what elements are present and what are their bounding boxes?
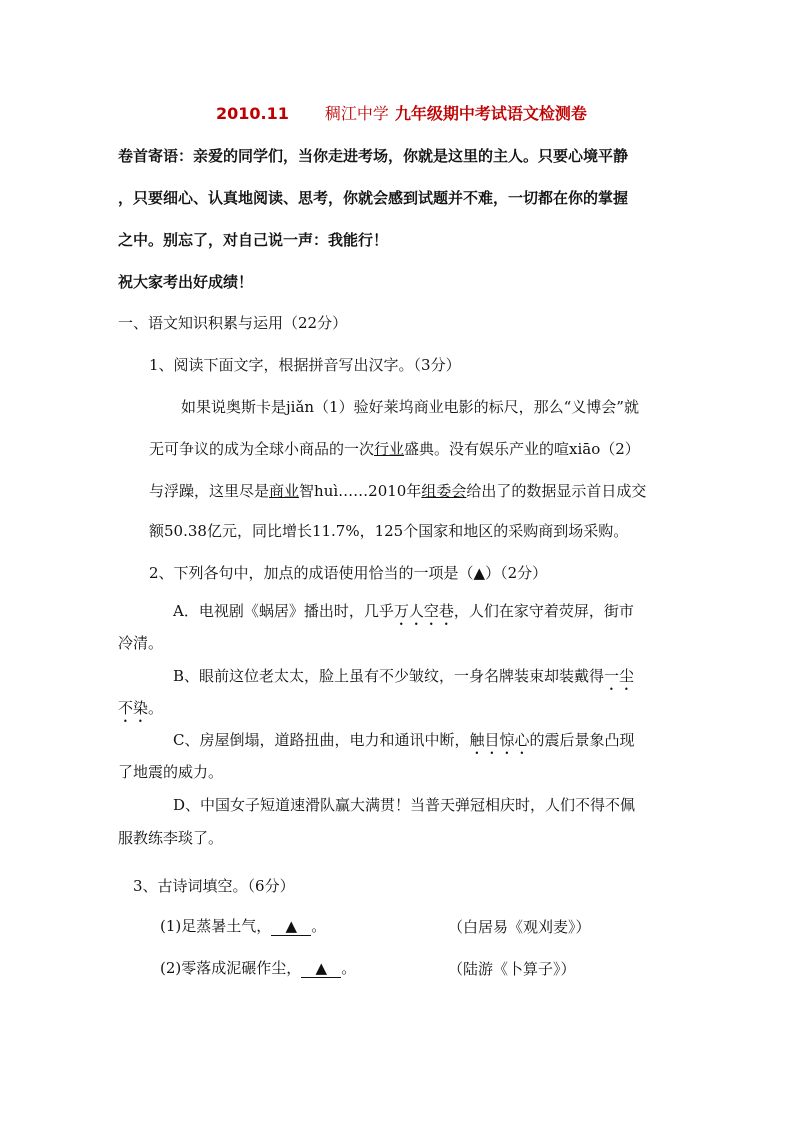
title-date: 2010.11 [216,104,289,123]
q1-text: 如果说奥斯卡是jiǎn（1）验好莱坞商业电影的标尺，那么 [181,398,564,416]
title-exam: 九年级期中考试语文检测卷 [394,104,587,123]
q1-underlined-word: 商业 [269,482,300,500]
q2-text: B、眼前这位老太太，脸上虽有不少皱纹，一身名牌装束却装戴得 [173,667,605,685]
q3-answer-blank[interactable]: ▲ [271,917,311,936]
q1-text: 无可争议的成为全球小商品的一次 [149,440,375,458]
q3-text: 。 [341,959,357,977]
q3-line-1 [160,916,326,936]
q2-dotted-idiom: 万人空巷 [393,602,454,620]
q1-text: 就 [623,398,639,416]
q2-dotted-idiom: 一尘 [604,667,635,685]
q2-option-a-line-1 [173,601,634,629]
q2-prompt: 2、下列各句中，加点的成语使用恰当的一项是（▲）（2分） [149,564,548,582]
q1-passage-line-2 [149,439,640,459]
preface-line-1: 卷首寄语：亲爱的同学们，当你走进考场，你就是这里的主人。只要心境平静 [118,147,629,165]
q1-quote: “义博会” [563,398,624,416]
q2-text: 的震后景象凸现 [529,731,635,749]
q3-text: 。 [311,917,327,935]
q2-text: C、房屋倒塌，道路扭曲，电力和通讯中断， [173,731,470,749]
q1-underlined-word: 组委会 [421,482,467,500]
q3-text: (2)零落成泥碾作尘， [160,959,302,977]
title-school: 稠江中学 [324,104,389,123]
q1-text: 给出了的数据显示首日成交 [466,482,647,500]
q1-passage-line-1 [181,397,639,417]
q1-prompt: 1、阅读下面文字，根据拼音写出汉字。（3分） [149,356,461,374]
q2-dotted-idiom: 不染 [118,699,149,717]
q2-dotted-idiom: 触目惊心 [469,731,530,749]
q3-source-2: （陆游《卜算子》） [448,960,576,978]
q2-option-d-line-2: 服教练李琰了。 [118,829,224,847]
q1-text: 智huì……2010年 [299,482,422,500]
q3-source-1: （白居易《观刈麦》） [448,918,591,936]
q3-prompt: 3、古诗词填空。（6分） [133,877,295,895]
q1-passage-line-4: 额50.38亿元，同比增长11.7%，125个国家和地区的采购商到场采购。 [149,522,629,540]
q1-text: 盛典。没有娱乐产业的喧xiāo（2） [404,440,640,458]
q2-option-b-line-1 [173,666,634,694]
preface-line-2: ，只要细心、认真地阅读、思考，你就会感到试题并不难，一切都在你的掌握 [118,189,629,207]
q3-text: (1)足蒸暑土气， [160,917,272,935]
q1-underlined-word: 行业 [374,440,405,458]
section-heading: 一、语文知识积累与运用（22分） [118,314,348,332]
q3-line-2 [160,958,356,978]
q1-text: 与浮躁，这里尽是 [149,482,270,500]
q2-option-c-line-1 [173,730,635,758]
q2-option-a-line-2: 冷清。 [118,634,164,652]
preface-line-4: 祝大家考出好成绩！ [118,273,254,291]
q2-option-d-line-1: D、中国女子短道速滑队赢大满贯！当普天弹冠相庆时，人们不得不佩 [173,796,636,814]
q2-option-b-line-2 [118,698,163,726]
q1-passage-line-3 [149,481,646,501]
page-title [216,104,587,124]
preface-line-3: 之中。别忘了，对自己说一声：我能行！ [118,231,389,249]
q3-answer-blank[interactable]: ▲ [301,959,341,978]
q2-option-c-line-2: 了地震的威力。 [118,763,224,781]
q2-text: A．电视剧《蜗居》播出时，几乎 [173,602,394,620]
q2-text: 。 [148,699,164,717]
q2-text: ，人们在家守着荧屏，街市 [453,602,634,620]
